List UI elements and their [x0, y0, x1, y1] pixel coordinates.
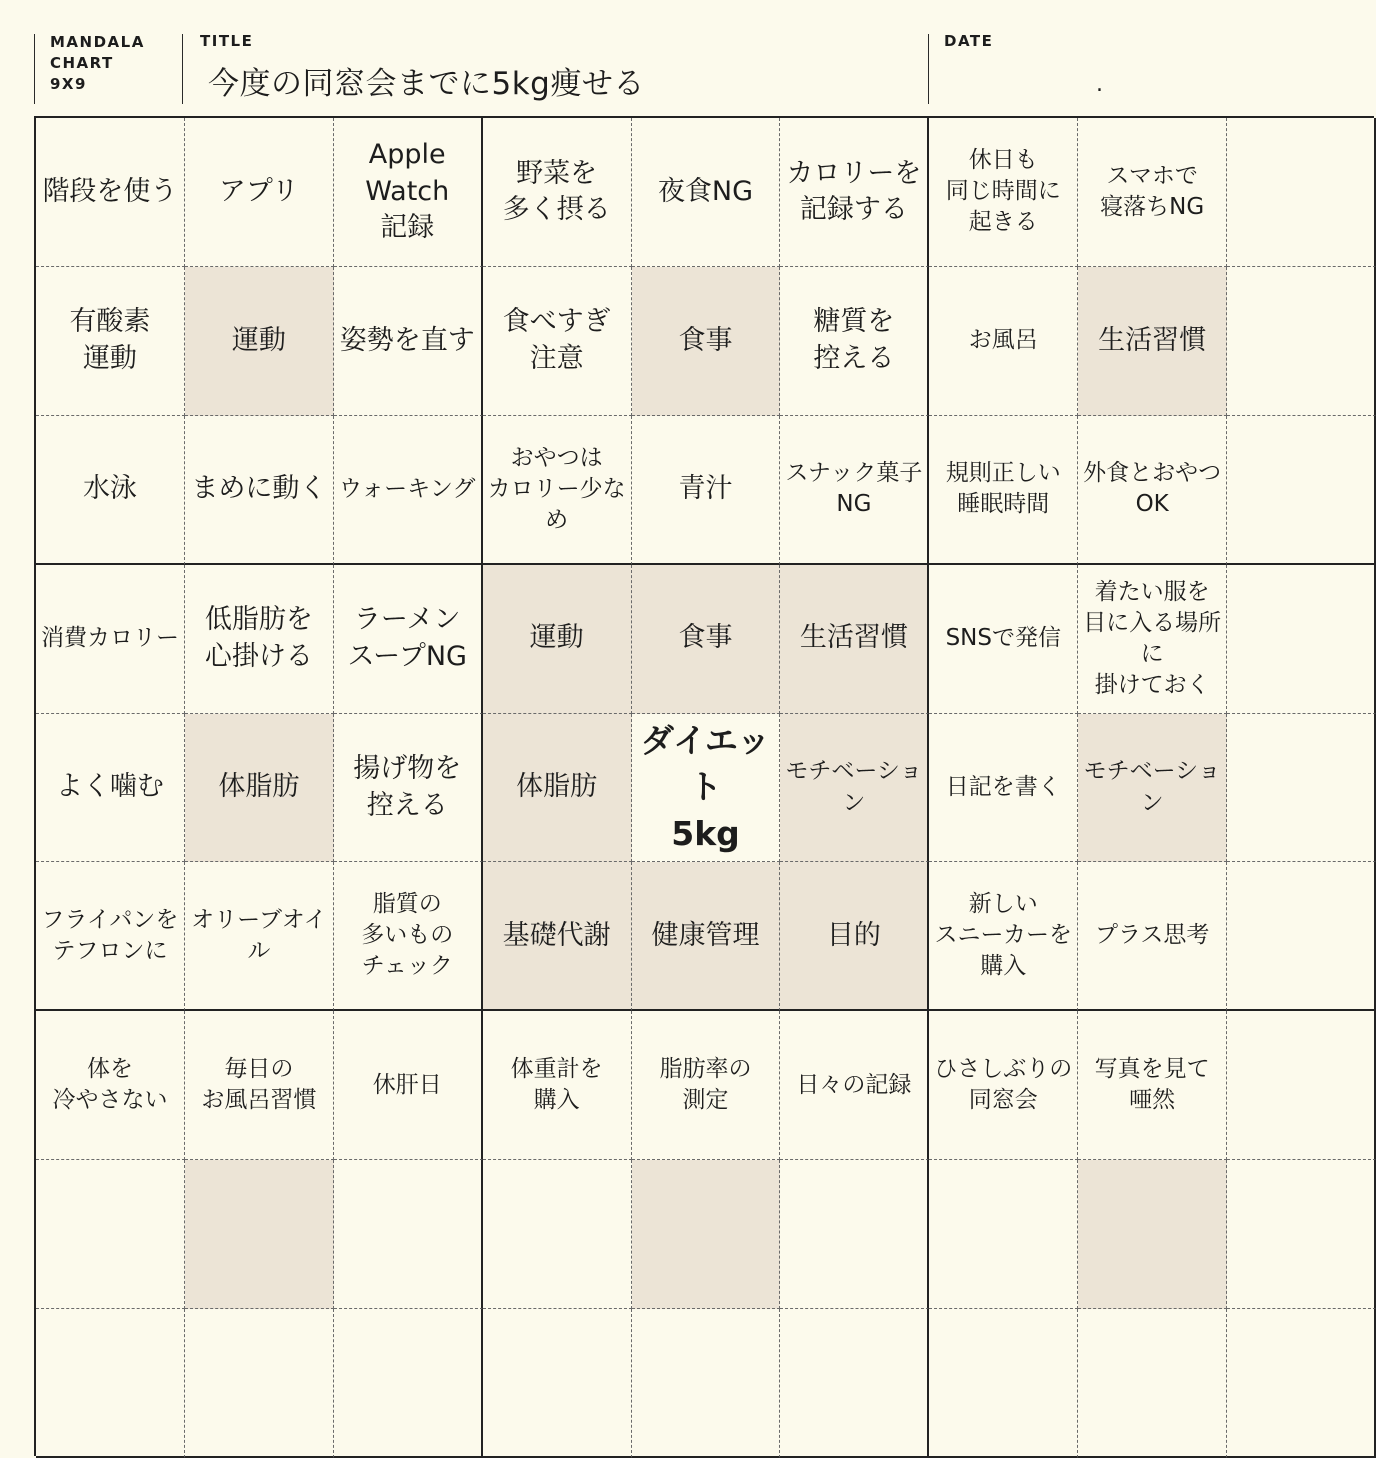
grid-cell[interactable]: [483, 1309, 632, 1458]
grid-cell[interactable]: [780, 1309, 929, 1458]
grid-cell[interactable]: ひさしぶりの 同窓会: [929, 1011, 1078, 1160]
theme-cell[interactable]: 体脂肪: [483, 714, 632, 863]
grid-cell[interactable]: アプリ: [185, 118, 334, 267]
grid-cell[interactable]: [1227, 862, 1376, 1011]
theme-cell[interactable]: 基礎代謝: [483, 862, 632, 1011]
chart-title[interactable]: 今度の同窓会までに5kg痩せる: [208, 66, 645, 102]
grid-cell[interactable]: 野菜を 多く摂る: [483, 118, 632, 267]
grid-cell[interactable]: まめに動く: [185, 416, 334, 565]
theme-cell[interactable]: 体脂肪: [185, 714, 334, 863]
grid-cell[interactable]: [1227, 1160, 1376, 1309]
grid-cell[interactable]: お風呂: [929, 267, 1078, 416]
grid-cell[interactable]: [36, 1309, 185, 1458]
theme-cell[interactable]: 生活習慣: [1078, 267, 1227, 416]
brand-label: MANDALA CHART 9X9: [50, 33, 145, 93]
grid-cell[interactable]: フライパンを テフロンに: [36, 862, 185, 1011]
theme-cell[interactable]: 食事: [632, 267, 781, 416]
main-goal-cell[interactable]: ダイエット 5kg: [632, 714, 781, 863]
grid-cell[interactable]: 脂質の 多いもの チェック: [334, 862, 483, 1011]
title-label: TITLE: [200, 32, 254, 50]
grid-cell[interactable]: [1227, 267, 1376, 416]
grid-cell[interactable]: [1078, 1309, 1227, 1458]
theme-cell[interactable]: 健康管理: [632, 862, 781, 1011]
grid-cell[interactable]: 脂肪率の 測定: [632, 1011, 781, 1160]
header-divider-left: [34, 34, 35, 104]
grid-cell[interactable]: 外食とおやつ OK: [1078, 416, 1227, 565]
grid-cell[interactable]: [929, 1309, 1078, 1458]
theme-cell[interactable]: 運動: [185, 267, 334, 416]
grid-cell[interactable]: おやつは カロリー少なめ: [483, 416, 632, 565]
grid-cell[interactable]: [1227, 118, 1376, 267]
mandala-grid: [34, 116, 1374, 1456]
grid-cell[interactable]: カロリーを 記録する: [780, 118, 929, 267]
grid-cell[interactable]: [334, 1309, 483, 1458]
grid-cell[interactable]: 消費カロリー: [36, 565, 185, 714]
grid-cell[interactable]: 新しい スニーカーを 購入: [929, 862, 1078, 1011]
grid-cell[interactable]: 写真を見て 唖然: [1078, 1011, 1227, 1160]
grid-cell[interactable]: 体重計を 購入: [483, 1011, 632, 1160]
grid-cell[interactable]: 姿勢を直す: [334, 267, 483, 416]
grid-cell[interactable]: [36, 1160, 185, 1309]
grid-cell[interactable]: 低脂肪を 心掛ける: [185, 565, 334, 714]
grid-cell[interactable]: よく噛む: [36, 714, 185, 863]
grid-cell[interactable]: 体を 冷やさない: [36, 1011, 185, 1160]
grid-cell[interactable]: 日々の記録: [780, 1011, 929, 1160]
grid-cell[interactable]: [483, 1160, 632, 1309]
date-label: DATE: [944, 32, 994, 50]
theme-cell[interactable]: 運動: [483, 565, 632, 714]
theme-cell[interactable]: 食事: [632, 565, 781, 714]
grid-cell[interactable]: 毎日の お風呂習慣: [185, 1011, 334, 1160]
grid-cell[interactable]: スマホで 寝落ちNG: [1078, 118, 1227, 267]
grid-cell[interactable]: 水泳: [36, 416, 185, 565]
grid-cell[interactable]: SNSで発信: [929, 565, 1078, 714]
date-value[interactable]: .: [1096, 72, 1103, 97]
grid-cell[interactable]: [1227, 1309, 1376, 1458]
theme-cell[interactable]: 生活習慣: [780, 565, 929, 714]
grid-cell[interactable]: 揚げ物を 控える: [334, 714, 483, 863]
grid-cell[interactable]: [1227, 1011, 1376, 1160]
grid-cell[interactable]: 規則正しい 睡眠時間: [929, 416, 1078, 565]
grid-cell[interactable]: スナック菓子 NG: [780, 416, 929, 565]
theme-cell[interactable]: [632, 1160, 781, 1309]
grid-cell[interactable]: オリーブオイル: [185, 862, 334, 1011]
grid-cell[interactable]: [632, 1309, 781, 1458]
grid-cell[interactable]: 階段を使う: [36, 118, 185, 267]
grid-cell[interactable]: プラス思考: [1078, 862, 1227, 1011]
grid-cell[interactable]: [334, 1160, 483, 1309]
grid-cell[interactable]: [1227, 565, 1376, 714]
grid-cell[interactable]: 有酸素 運動: [36, 267, 185, 416]
grid-cell[interactable]: [1227, 714, 1376, 863]
chart-header: [0, 0, 1200, 110]
grid-cell[interactable]: 糖質を 控える: [780, 267, 929, 416]
grid-cell[interactable]: ラーメン スープNG: [334, 565, 483, 714]
grid-cell[interactable]: [1227, 416, 1376, 565]
theme-cell[interactable]: モチベーション: [780, 714, 929, 863]
grid-cell[interactable]: Apple Watch 記録: [334, 118, 483, 267]
grid-cell[interactable]: [780, 1160, 929, 1309]
grid-cell[interactable]: 食べすぎ 注意: [483, 267, 632, 416]
grid-cell[interactable]: 青汁: [632, 416, 781, 565]
theme-cell[interactable]: モチベーション: [1078, 714, 1227, 863]
grid-cell[interactable]: 着たい服を 目に入る場所に 掛けておく: [1078, 565, 1227, 714]
grid-cell[interactable]: 休肝日: [334, 1011, 483, 1160]
theme-cell[interactable]: [185, 1160, 334, 1309]
grid-cell[interactable]: 日記を書く: [929, 714, 1078, 863]
theme-cell[interactable]: 目的: [780, 862, 929, 1011]
grid-cell[interactable]: ウォーキング: [334, 416, 483, 565]
header-divider-title: [182, 34, 183, 104]
theme-cell[interactable]: [1078, 1160, 1227, 1309]
grid-cell[interactable]: [929, 1160, 1078, 1309]
grid-cell[interactable]: 夜食NG: [632, 118, 781, 267]
grid-cell[interactable]: 休日も 同じ時間に 起きる: [929, 118, 1078, 267]
header-divider-date: [928, 34, 929, 104]
grid-cell[interactable]: [185, 1309, 334, 1458]
